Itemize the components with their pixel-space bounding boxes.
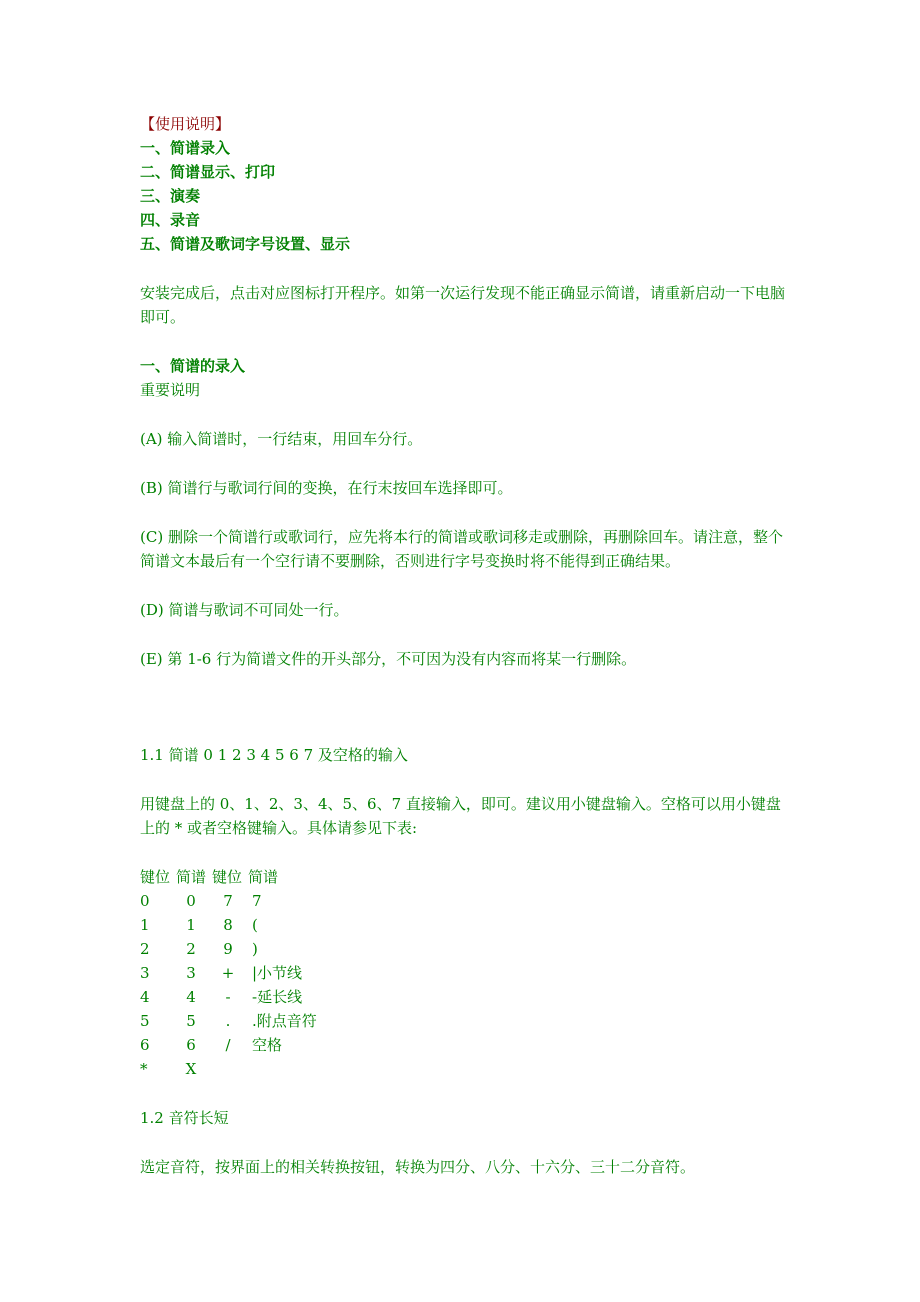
- toc-item: 四、录音: [140, 211, 201, 229]
- table-cell: 2: [140, 940, 150, 958]
- table-cell: ): [252, 940, 258, 958]
- toc-title: 【使用说明】: [140, 115, 231, 133]
- table-cell: 1: [186, 916, 196, 934]
- section-heading: 一、简谱的录入: [140, 357, 246, 375]
- table-header-cell: 键位: [212, 868, 243, 886]
- table-row: [140, 985, 790, 1009]
- table-cell: /: [225, 1036, 231, 1054]
- table-cell: .: [225, 1012, 231, 1030]
- table-row: [140, 1009, 790, 1033]
- table-cell: 5: [140, 1012, 150, 1030]
- toc-item: 一、简谱录入: [140, 139, 231, 157]
- table-cell: 5: [186, 1012, 196, 1030]
- table-row: [140, 889, 790, 913]
- key-table-header: [140, 865, 790, 889]
- note-b: (B) 简谱行与歌词行间的变换，在行末按回车选择即可。: [140, 479, 513, 497]
- table-cell: 6: [186, 1036, 196, 1054]
- table-cell: 空格: [252, 1036, 283, 1054]
- table-cell: 4: [186, 988, 196, 1006]
- note-a: (A) 输入简谱时，一行结束，用回车分行。: [140, 430, 423, 448]
- table-cell: [248, 1057, 252, 1081]
- table-cell: +: [221, 964, 235, 982]
- toc-item: 三、演奏: [140, 187, 201, 205]
- table-cell: 0: [186, 892, 196, 910]
- table-cell: [208, 1057, 248, 1081]
- section-subheading: 重要说明: [140, 381, 201, 399]
- table-row: [140, 937, 790, 961]
- table-cell: -: [225, 988, 231, 1006]
- note-d: (D) 简谱与歌词不可同处一行。: [140, 601, 349, 619]
- subsection-text: 用键盘上的 0、1、2、3、4、5、6、7 直接输入，即可。建议用小键盘输入。空格可以用小键盘上的 * 或者空格键输入。具体请参见下表:: [140, 795, 781, 837]
- table-cell: 7: [223, 892, 233, 910]
- table-cell: 6: [140, 1036, 150, 1054]
- table-row: [140, 1033, 790, 1057]
- table-cell: *: [140, 1060, 148, 1078]
- subsection-heading: 1.1 简谱 0 1 2 3 4 5 6 7 及空格的输入: [140, 746, 408, 764]
- table-cell: -延长线: [252, 988, 303, 1006]
- key-table: [140, 889, 790, 1081]
- table-cell: 0: [140, 892, 150, 910]
- table-cell: X: [185, 1060, 197, 1078]
- table-header-cell: 简谱: [248, 868, 279, 886]
- toc-item: 五、简谱及歌词字号设置、显示: [140, 235, 351, 253]
- note-c: (C) 删除一个简谱行或歌词行，应先将本行的简谱或歌词移走或删除，再删除回车。请注意，整个简谱文本最后有一个空行请不要删除，否则进行字号变换时将不能得到正确结果。: [140, 528, 783, 570]
- subsection-heading: 1.2 音符长短: [140, 1109, 229, 1127]
- table-cell: 8: [223, 916, 233, 934]
- table-cell: 7: [252, 892, 262, 910]
- table-cell: |小节线: [252, 964, 303, 982]
- table-cell: .附点音符: [252, 1012, 317, 1030]
- table-row: [140, 913, 790, 937]
- table-header-cell: 简谱: [176, 868, 207, 886]
- table-cell: 3: [186, 964, 196, 982]
- toc-item: 二、简谱显示、打印: [140, 163, 276, 181]
- table-cell: (: [252, 916, 258, 934]
- table-cell: 2: [186, 940, 196, 958]
- table-cell: 9: [223, 940, 233, 958]
- table-cell: 3: [140, 964, 150, 982]
- table-cell: 4: [140, 988, 150, 1006]
- table-cell: 1: [140, 916, 150, 934]
- table-row: [140, 961, 790, 985]
- document-body: [140, 112, 790, 1179]
- subsection-text: 选定音符，按界面上的相关转换按钮，转换为四分、八分、十六分、三十二分音符。: [140, 1158, 696, 1176]
- table-row: [140, 1057, 790, 1081]
- note-e: (E) 第 1-6 行为简谱文件的开头部分，不可因为没有内容而将某一行删除。: [140, 650, 637, 668]
- intro-paragraph: 安装完成后，点击对应图标打开程序。如第一次运行发现不能正确显示简谱，请重新启动一下电脑即可。: [140, 284, 786, 326]
- table-header-cell: 键位: [140, 868, 171, 886]
